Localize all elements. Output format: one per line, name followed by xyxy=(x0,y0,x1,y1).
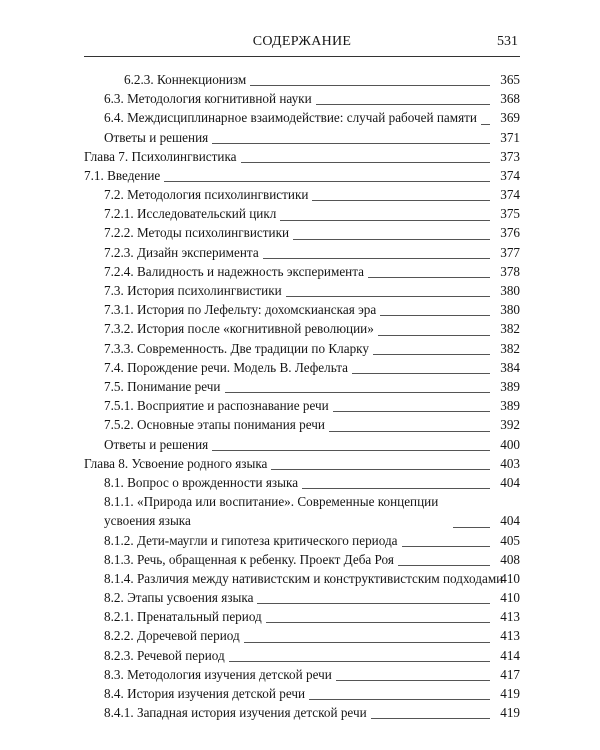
toc-entry-page: 375 xyxy=(500,206,520,222)
toc-entry[interactable] xyxy=(84,262,520,281)
toc-entry-title: 8.3. Методология изучения детской речи xyxy=(104,666,332,682)
toc-entry-title: 7.3.1. История по Лефельту: дохомскианская эра xyxy=(104,302,377,318)
toc-entry[interactable] xyxy=(84,243,520,262)
toc-leader-line xyxy=(263,258,490,259)
toc-entry-title: 7.3. История психолингвистики xyxy=(104,283,282,299)
toc-entry-page: 410 xyxy=(500,590,520,606)
toc-entry-title: 6.3. Методология когнитивной науки xyxy=(104,91,312,107)
toc-entry-page: 380 xyxy=(500,302,520,318)
toc-entry-title: 7.2.2. Методы психолингвистики xyxy=(104,225,290,241)
toc-entry[interactable] xyxy=(84,204,520,223)
toc-entry[interactable] xyxy=(84,339,520,358)
toc-entry-page: 377 xyxy=(500,244,520,260)
toc-entry-title: Глава 7. Психолингвистика xyxy=(84,148,237,164)
toc-entry[interactable] xyxy=(84,626,520,645)
toc-entry-title: 8.1. Вопрос о врожденности языка xyxy=(104,474,299,490)
toc-entry[interactable] xyxy=(84,300,520,319)
toc-entry-page: 384 xyxy=(500,359,520,375)
toc-entry[interactable] xyxy=(84,70,520,89)
toc-entry[interactable] xyxy=(84,550,520,569)
toc-entry-page: 405 xyxy=(500,532,520,548)
toc-leader-line xyxy=(225,392,491,393)
toc-leader-line xyxy=(302,488,490,489)
toc-entry-page: 419 xyxy=(500,705,520,721)
toc-entry-title: 7.3.3. Современность. Две традиции по Кларку xyxy=(104,340,369,356)
toc-entry-page: 392 xyxy=(500,417,520,433)
toc-leader-line xyxy=(333,411,490,412)
toc-leader-line xyxy=(336,680,490,681)
toc-entry-page: 382 xyxy=(500,321,520,337)
page-header xyxy=(84,30,520,54)
toc-entry[interactable] xyxy=(84,646,520,665)
toc-entry-page: 380 xyxy=(500,283,520,299)
toc-entry-title: 7.4. Порождение речи. Модель В. Лефельта xyxy=(104,359,348,375)
toc-leader-line xyxy=(212,143,490,144)
toc-entry[interactable] xyxy=(84,185,520,204)
toc-entry-title: 7.1. Введение xyxy=(84,167,161,183)
toc-leader-line xyxy=(286,296,490,297)
toc-entry-title: Ответы и решения xyxy=(104,129,209,145)
toc-leader-line xyxy=(244,642,490,643)
toc-entry-page: 414 xyxy=(500,647,520,663)
toc-entry-title: 7.5.1. Восприятие и распознавание речи xyxy=(104,398,329,414)
toc-entry-page: 417 xyxy=(500,666,520,682)
toc-entry-title: 8.1.4. Различия между нативистским и конструктивистским подходами xyxy=(104,570,504,586)
toc-leader-line xyxy=(368,277,490,278)
toc-entry-title: 8.1.2. Дети-маугли и гипотеза критического периода xyxy=(104,532,398,548)
toc-entry[interactable] xyxy=(84,588,520,607)
toc-entry-title: 7.2.4. Валидность и надежность эксперимента xyxy=(104,263,365,279)
toc-leader-line xyxy=(312,200,490,201)
running-title: СОДЕРЖАНИЕ xyxy=(252,34,352,49)
toc-entry[interactable] xyxy=(84,281,520,300)
toc-entry-title: 8.2.1. Пренатальный период xyxy=(104,609,262,625)
toc-entry-page: 368 xyxy=(500,91,520,107)
toc-entry-page: 410 xyxy=(500,570,520,586)
toc-entry-title: 6.2.3. Коннекционизм xyxy=(124,71,247,87)
toc-leader-line xyxy=(212,450,490,451)
toc-leader-line xyxy=(352,373,490,374)
toc-entry[interactable] xyxy=(84,492,520,530)
toc-entry[interactable] xyxy=(84,684,520,703)
toc-entry-page: 413 xyxy=(500,628,520,644)
toc-leader-line xyxy=(453,527,490,528)
toc-entry[interactable] xyxy=(84,473,520,492)
toc-entry-title: 8.2.3. Речевой период xyxy=(104,647,225,663)
toc-entry[interactable] xyxy=(84,108,520,127)
toc-entry[interactable] xyxy=(84,396,520,415)
toc-entry-page: 374 xyxy=(500,167,520,183)
toc-entry-page: 376 xyxy=(500,225,520,241)
toc-leader-line xyxy=(402,546,490,547)
toc-leader-line xyxy=(371,718,490,719)
toc-entry-page: 404 xyxy=(500,513,520,529)
toc-entry[interactable] xyxy=(84,665,520,684)
toc-entry[interactable] xyxy=(84,435,520,454)
toc-entry-title: Ответы и решения xyxy=(104,436,209,452)
toc-leader-line xyxy=(380,315,490,316)
toc-entry-page: 373 xyxy=(500,148,520,164)
toc-entry-title: 7.5. Понимание речи xyxy=(104,378,221,394)
toc-entry-title: 7.5.2. Основные этапы понимания речи xyxy=(104,417,325,433)
toc-entry[interactable] xyxy=(84,358,520,377)
toc-entry-title: 8.2. Этапы усвоения языка xyxy=(104,590,254,606)
toc-leader-line xyxy=(271,469,490,470)
toc-leader-line xyxy=(280,220,490,221)
toc-leader-line xyxy=(316,104,490,105)
toc-entry-page: 403 xyxy=(500,455,520,471)
toc-leader-line xyxy=(373,354,490,355)
toc-entry-title: Глава 8. Усвоение родного языка xyxy=(84,455,268,471)
toc-entry-page: 419 xyxy=(500,686,520,701)
toc-entry-title: 8.1.1. «Природа или воспитание». Современные концепции усвоения языка xyxy=(104,494,439,529)
toc-entry-page: 371 xyxy=(500,129,520,145)
toc-entry-title: 6.4. Междисциплинарное взаимодействие: случай рабочей памяти xyxy=(104,110,477,126)
toc-leader-line xyxy=(329,431,490,432)
toc-entry[interactable] xyxy=(84,415,520,434)
toc-entry[interactable] xyxy=(84,89,520,108)
toc-entry[interactable] xyxy=(84,454,520,473)
toc-entry-page: 404 xyxy=(500,474,520,490)
toc-entry-page: 369 xyxy=(500,110,520,126)
toc-entry-page: 374 xyxy=(500,187,520,203)
toc-entry[interactable] xyxy=(84,607,520,626)
toc-entry[interactable] xyxy=(84,377,520,396)
toc-entry[interactable] xyxy=(84,569,520,588)
toc-leader-line xyxy=(250,85,490,86)
toc-entry-title: 7.2.3. Дизайн эксперимента xyxy=(104,244,259,260)
toc-entry-page: 413 xyxy=(500,609,520,625)
toc-entry-page: 400 xyxy=(500,436,520,452)
toc-entry-title: 7.2.1. Исследовательский цикл xyxy=(104,206,277,222)
toc-leader-line xyxy=(257,603,490,604)
header-rule xyxy=(84,56,520,57)
toc-entry-title: 8.2.2. Доречевой период xyxy=(104,628,240,644)
toc-entry[interactable] xyxy=(84,224,520,243)
toc-leader-line xyxy=(266,622,490,623)
toc-entry-title: 8.4. История изучения детской речи xyxy=(104,686,306,701)
toc-entry-page: 408 xyxy=(500,551,520,567)
toc-entry-page: 378 xyxy=(500,263,520,279)
toc-entry-page: 389 xyxy=(500,378,520,394)
toc-leader-line xyxy=(309,699,490,700)
toc-leader-line xyxy=(481,124,490,125)
toc-leader-line xyxy=(241,162,490,163)
toc-leader-line xyxy=(398,565,490,566)
page-number: 531 xyxy=(497,34,518,49)
table-of-contents xyxy=(84,70,520,722)
toc-entry[interactable] xyxy=(84,128,520,147)
toc-entry[interactable] xyxy=(84,703,520,722)
toc-entry-title: 8.4.1. Западная история изучения детской речи xyxy=(104,705,367,721)
toc-entry-page: 389 xyxy=(500,398,520,414)
toc-entry-title: 7.2. Методология психолингвистики xyxy=(104,187,309,203)
toc-entry-page: 382 xyxy=(500,340,520,356)
toc-entry[interactable] xyxy=(84,319,520,338)
toc-leader-line xyxy=(293,239,490,240)
toc-entry-title: 7.3.2. История после «когнитивной революции» xyxy=(104,321,374,337)
toc-entry[interactable] xyxy=(84,147,520,166)
toc-entry[interactable] xyxy=(84,531,520,550)
toc-leader-line xyxy=(164,181,490,182)
toc-entry-title: 8.1.3. Речь, обращенная к ребенку. Проект Деба Роя xyxy=(104,551,394,567)
toc-entry-page: 365 xyxy=(500,71,520,87)
toc-leader-line xyxy=(378,335,490,336)
toc-entry[interactable] xyxy=(84,166,520,185)
toc-leader-line xyxy=(229,661,490,662)
